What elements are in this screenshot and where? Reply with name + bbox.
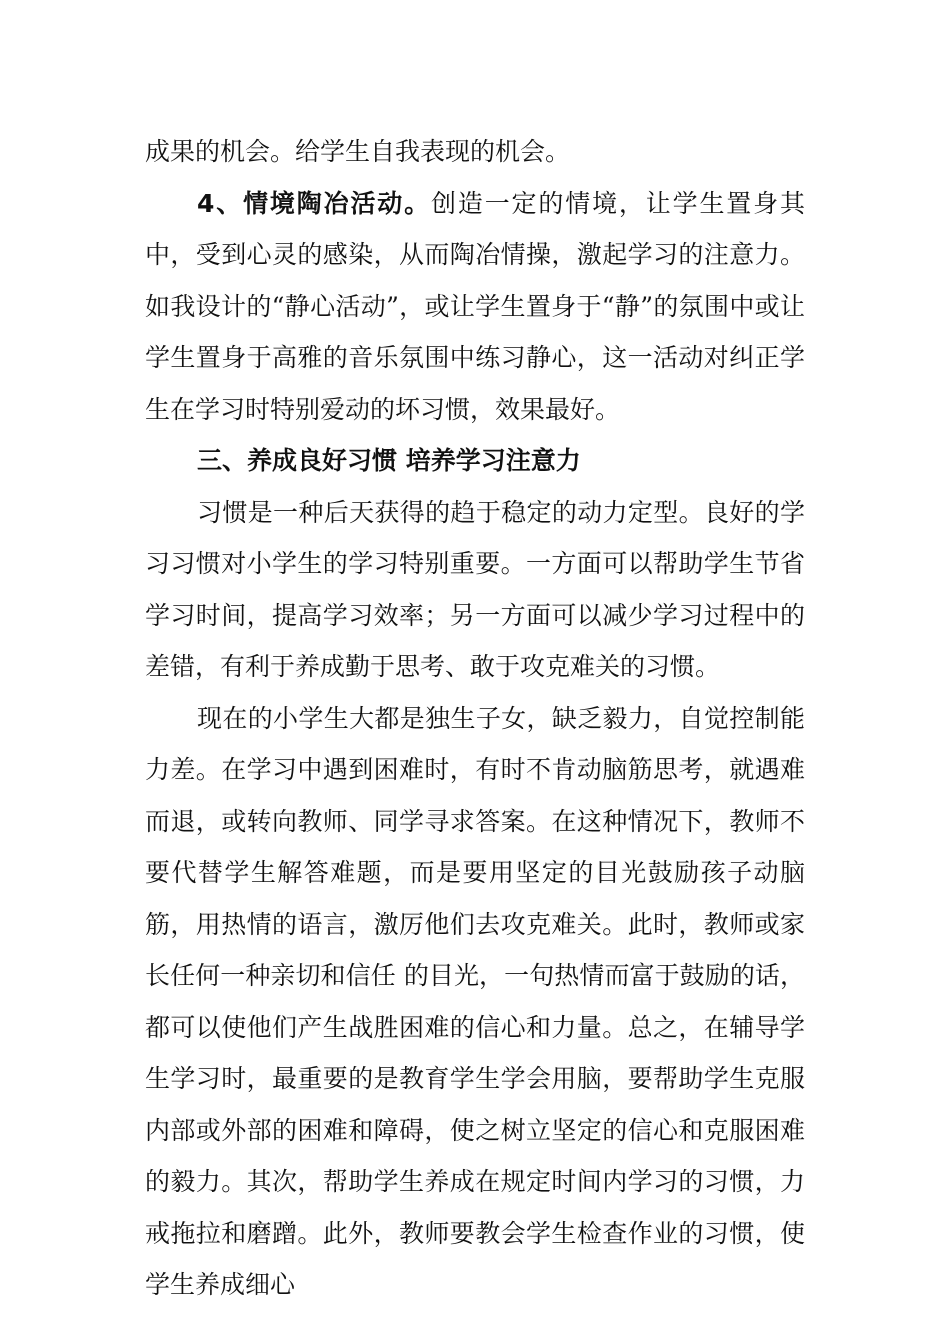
body-text [145, 126, 805, 1311]
paragraph-habit-definition: 习惯是一种后天获得的趋于稳定的动力定型。良好的学习习惯对小学生的学习特别重要。一方面可以帮助学生节省学习时间，提高学习效率；另一方面可以减少学习过程中的差错，有利于养成勤于思考、敢于攻克难关的习惯。 [145, 497, 805, 681]
paragraph-continuation: 成果的机会。给学生自我表现的机会。 [145, 137, 571, 166]
paragraph-title: 4、情境陶冶活动。 [197, 188, 431, 218]
paragraph-situational-activity [145, 178, 805, 436]
section-heading: 三、养成良好习惯 培养学习注意力 [197, 446, 581, 475]
paragraph-pupils-today: 现在的小学生大都是独生子女，缺乏毅力，自觉控制能力差。在学习中遇到困难时，有时不肯动脑筋思考，就遇难而退，或转向教师、同学寻求答案。在这种情况下，教师不要代替学生解答难题，而是要用坚定的目光鼓励孩子动脑筋，用热情的语言，激厉他们去攻克难关。此时，教师或家长任何一种亲切和信任 的目光，一句热情而富于鼓励的话，都可以使他们产生战胜困难的信心和力量。总之，在辅导学生学习时，最重要的是教育学生学会用脑，要帮助学生克服内部或外部的困难和障碍，使之树立坚定的信心和克服困难的毅力。其次，帮助学生养成在规定时间内学习的习惯，力戒拖拉和磨蹭。此外，教师要教会学生检查作业的习惯，使学生养成细心 [145, 703, 805, 1299]
paragraph-body: 创造一定的情境，让学生置身其中，受到心灵的感染，从而陶冶情操，激起学习的注意力。如我设计的“静心活动”，或让学生置身于“静”的氛围中或让学生置身于高雅的音乐氛围中练习静心，这一活动对纠正学生在学习时特别爱动的坏习惯，效果最好。 [145, 188, 805, 424]
